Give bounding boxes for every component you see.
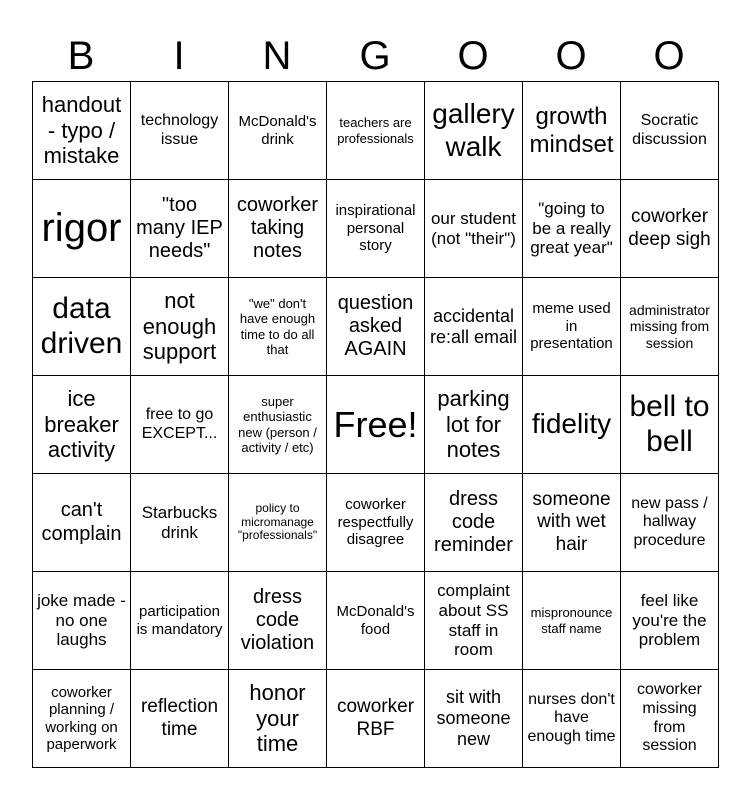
bingo-cell[interactable]: feel like you're the problem	[621, 572, 719, 670]
bingo-cell[interactable]: free to go EXCEPT...	[131, 376, 229, 474]
bingo-cell[interactable]: coworker RBF	[327, 670, 425, 768]
bingo-cell[interactable]: not enough support	[131, 278, 229, 376]
bingo-cell[interactable]: McDonald's drink	[229, 82, 327, 180]
bingo-cell[interactable]: dress code violation	[229, 572, 327, 670]
bingo-cell[interactable]: complaint about SS staff in room	[425, 572, 523, 670]
bingo-free-space[interactable]: Free!	[327, 376, 425, 474]
bingo-cell[interactable]: ice breaker activity	[33, 376, 131, 474]
bingo-cell[interactable]: joke made - no one laughs	[33, 572, 131, 670]
header-letter-o3: O	[653, 34, 685, 78]
header-letter-i: I	[173, 34, 185, 78]
bingo-cell[interactable]: rigor	[33, 180, 131, 278]
header-letter-b: B	[67, 34, 95, 78]
bingo-cell[interactable]: coworker deep sigh	[621, 180, 719, 278]
bingo-cell[interactable]: handout - typo / mistake	[33, 82, 131, 180]
header-letter-g: G	[359, 34, 391, 78]
bingo-cell[interactable]: reflection time	[131, 670, 229, 768]
bingo-cell[interactable]: McDonald's food	[327, 572, 425, 670]
bingo-cell[interactable]: fidelity	[523, 376, 621, 474]
bingo-cell[interactable]: parking lot for notes	[425, 376, 523, 474]
bingo-cell[interactable]: nurses don't have enough time	[523, 670, 621, 768]
bingo-cell[interactable]: question asked AGAIN	[327, 278, 425, 376]
bingo-cell[interactable]: super enthusiastic new (person / activity / etc)	[229, 376, 327, 474]
bingo-cell[interactable]: coworker respectfully disagree	[327, 474, 425, 572]
bingo-cell[interactable]: participation is mandatory	[131, 572, 229, 670]
header-letter-n: N	[262, 34, 292, 78]
bingo-cell[interactable]: bell to bell	[621, 376, 719, 474]
bingo-cell[interactable]: policy to micromanage "professionals"	[229, 474, 327, 572]
bingo-cell[interactable]: coworker taking notes	[229, 180, 327, 278]
bingo-cell[interactable]: dress code reminder	[425, 474, 523, 572]
bingo-cell[interactable]: mispronounce staff name	[523, 572, 621, 670]
bingo-cell[interactable]: coworker missing from session	[621, 670, 719, 768]
bingo-cell[interactable]: growth mindset	[523, 82, 621, 180]
bingo-cell[interactable]: sit with someone new	[425, 670, 523, 768]
bingo-cell[interactable]: honor your time	[229, 670, 327, 768]
bingo-cell[interactable]: coworker planning / working on paperwork	[33, 670, 131, 768]
bingo-cell[interactable]: Socratic discussion	[621, 82, 719, 180]
bingo-cell[interactable]: new pass / hallway procedure	[621, 474, 719, 572]
bingo-cell[interactable]: Starbucks drink	[131, 474, 229, 572]
bingo-card-grid	[32, 81, 719, 768]
bingo-cell[interactable]: our student (not "their")	[425, 180, 523, 278]
bingo-cell[interactable]: "we" don't have enough time to do all that	[229, 278, 327, 376]
bingo-cell[interactable]: inspirational personal story	[327, 180, 425, 278]
bingo-cell[interactable]: accidental re:all email	[425, 278, 523, 376]
bingo-cell[interactable]: teachers are professionals	[327, 82, 425, 180]
bingo-cell[interactable]: gallery walk	[425, 82, 523, 180]
bingo-cell[interactable]: "going to be a really great year"	[523, 180, 621, 278]
bingo-cell[interactable]: "too many IEP needs"	[131, 180, 229, 278]
header-letter-o1: O	[457, 34, 489, 78]
bingo-cell[interactable]: data driven	[33, 278, 131, 376]
bingo-cell[interactable]: can't complain	[33, 474, 131, 572]
bingo-cell[interactable]: administrator missing from session	[621, 278, 719, 376]
header-letter-o2: O	[555, 34, 587, 78]
bingo-cell[interactable]: someone with wet hair	[523, 474, 621, 572]
bingo-header	[32, 30, 718, 82]
bingo-cell[interactable]: technology issue	[131, 82, 229, 180]
bingo-cell[interactable]: meme used in presentation	[523, 278, 621, 376]
